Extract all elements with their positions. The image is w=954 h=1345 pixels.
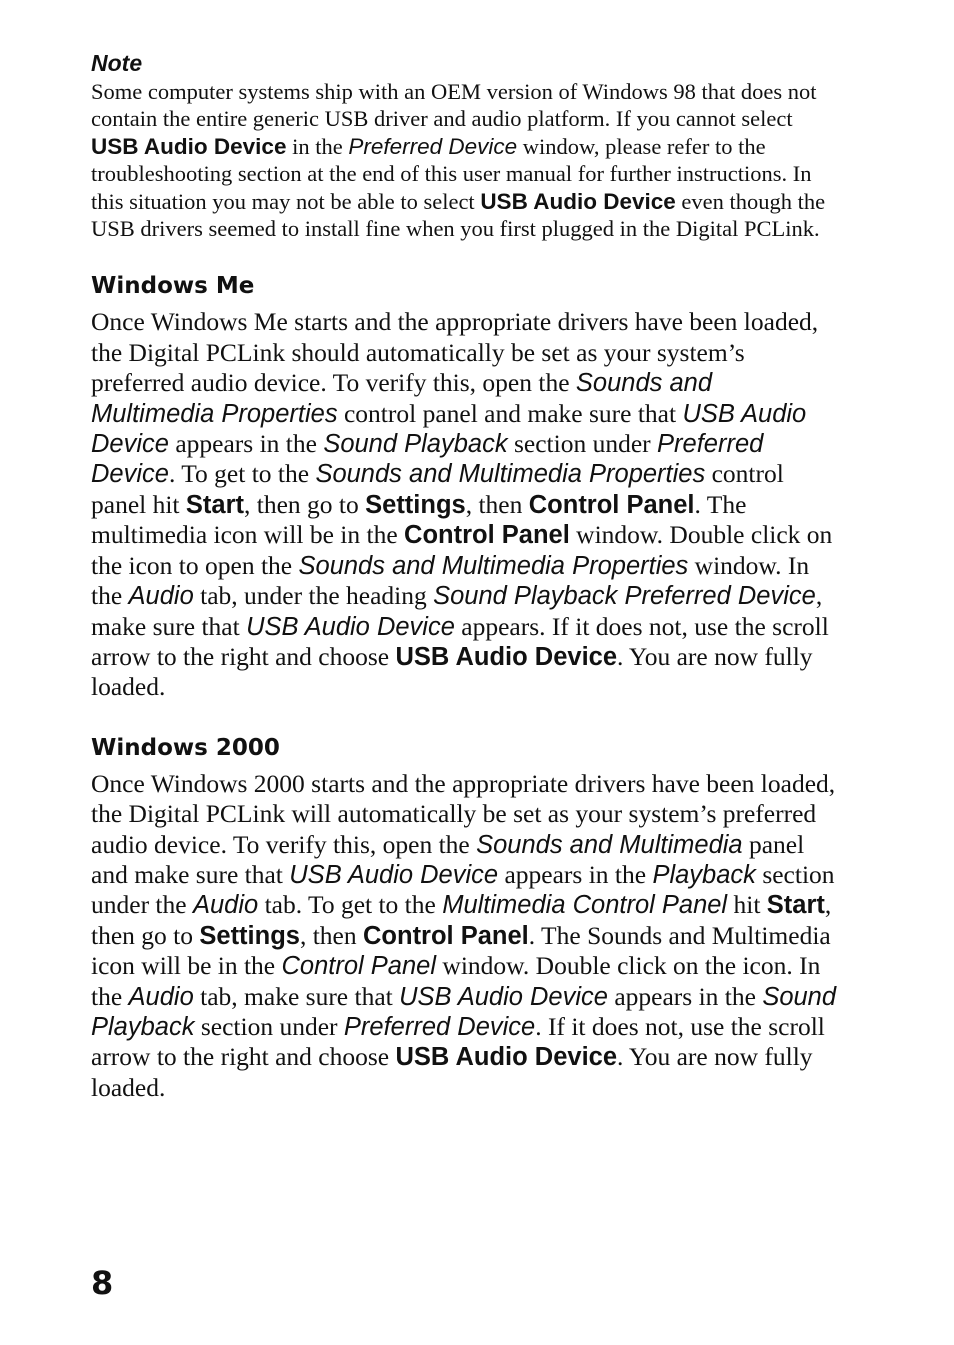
body-text: . The multimedia icon will be in the [91, 489, 747, 550]
body-text: control panel hit [91, 459, 784, 519]
body-text: , then [465, 489, 529, 519]
italic-term: Sounds and Multimedia [476, 830, 743, 859]
body-text: Once Windows 2000 starts and the appropriate drivers have been loaded, the Digital PCLink will automatically be set as your system’s preferred audio device. To verify this, open the [91, 768, 836, 859]
body-text: appears in the [607, 981, 763, 1011]
note-paragraph [91, 78, 841, 242]
bold-term: Start [766, 891, 825, 920]
body-text: appears in the [168, 429, 324, 459]
italic-term: Audio [192, 891, 259, 920]
bold-term: Settings [365, 490, 466, 519]
italic-term: Audio [128, 582, 194, 611]
body-text: , then [299, 920, 363, 950]
windows-2000-paragraph [91, 769, 841, 1103]
page-content [91, 48, 841, 1103]
italic-term: Sounds and Multimedia Properties [91, 369, 713, 428]
body-text: window. Double click on the icon to open the [91, 520, 833, 580]
body-text: , then go to [91, 890, 832, 950]
bold-term: Control Panel [528, 490, 695, 519]
windows-me-heading: Windows Me [91, 273, 255, 300]
page-number: 8 [91, 1264, 114, 1302]
note-italic-term: Preferred Device [348, 133, 518, 159]
body-text: window. In the [91, 550, 810, 611]
body-text: appears in the [498, 859, 653, 889]
note-section [91, 48, 841, 242]
body-text: . You are now fully loaded. [91, 641, 813, 702]
body-text: section under [194, 1011, 344, 1041]
italic-term: Sound Playback [91, 982, 837, 1041]
italic-term: USB Audio Device [399, 982, 608, 1011]
body-text: tab, under the heading [193, 581, 434, 611]
body-text: tab. To get to the [258, 890, 443, 920]
bold-term: USB Audio Device [395, 1043, 618, 1072]
note-bold-term: USB Audio Device [480, 188, 676, 214]
windows-2000-heading: Windows 2000 [91, 734, 280, 761]
body-text: . If it does not, use the scroll arrow to the right and choose [91, 1011, 825, 1072]
body-text: section under [507, 429, 658, 459]
body-text: . To get to the [168, 459, 316, 489]
italic-term: Preferred Device [343, 1012, 536, 1041]
note-text: Some computer systems ship with an OEM version of Windows 98 that does not contain the entire generic USB driver and audio platform. If you cannot select [91, 79, 817, 132]
windows-2000-section [91, 733, 841, 1103]
italic-term: Sounds and Multimedia Properties [298, 551, 689, 580]
italic-term: Multimedia Control Panel [442, 891, 728, 920]
bold-term: USB Audio Device [395, 642, 618, 671]
body-text: window. Double click on the icon. In the [91, 951, 821, 1011]
bold-term: Start [185, 490, 244, 519]
italic-term: USB Audio Device [91, 399, 807, 459]
italic-term: Sounds and Multimedia Properties [315, 460, 706, 489]
body-text: , make sure that [91, 581, 823, 641]
note-title: Note [91, 50, 143, 76]
note-bold-term: USB Audio Device [91, 133, 287, 159]
note-text: in the [286, 133, 349, 159]
body-text: hit [727, 890, 767, 920]
italic-term: Preferred Device [91, 430, 764, 489]
italic-term: Audio [128, 982, 194, 1011]
body-text: panel and make sure that [91, 829, 805, 889]
note-text: even though the USB drivers seemed to install fine when you first plugged in the Digital PCLink. [91, 188, 826, 242]
italic-term: Sound Playback [323, 430, 508, 459]
italic-term: Playback [652, 860, 756, 889]
italic-term: Sound Playback Preferred Device [433, 582, 816, 611]
body-text: . The Sounds and Multimedia icon will be in the [91, 920, 831, 981]
italic-term: USB Audio Device [289, 860, 499, 889]
italic-term: USB Audio Device [246, 612, 455, 641]
body-text: . You are now fully loaded. [91, 1042, 813, 1102]
windows-me-section [91, 271, 841, 702]
italic-term: Control Panel [281, 952, 437, 981]
bold-term: Settings [199, 921, 300, 950]
bold-term: Control Panel [404, 521, 570, 550]
body-text: , then go to [244, 489, 366, 519]
note-text: window, please refer to the troubleshooting section at the end of this user manual for further instructions. In this situation you may not be able to select [91, 133, 812, 214]
body-text: section under the [91, 859, 835, 920]
body-text: Once Windows Me starts and the appropriate drivers have been loaded, the Digital PCLink should automatically be set as your system’s preferred audio device. To verify this, open the [91, 307, 819, 398]
windows-me-paragraph [91, 307, 841, 702]
body-text: appears. If it does not, use the scroll arrow to the right and choose [91, 611, 829, 671]
body-text: control panel and make sure that [337, 398, 683, 428]
bold-term: Control Panel [363, 921, 529, 950]
body-text: tab, make sure that [193, 981, 400, 1011]
